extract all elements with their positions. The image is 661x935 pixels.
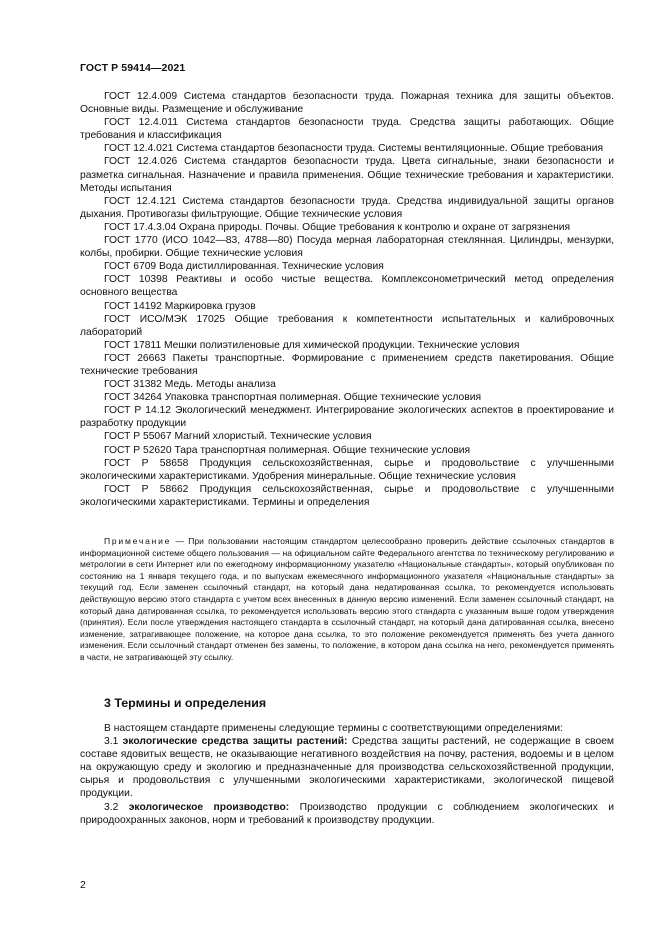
reference-item: ГОСТ ИСО/МЭК 17025 Общие требования к компетентности испытательных и калибровочных лабораторий (80, 313, 614, 338)
note-label: Примечание (104, 536, 172, 546)
term-definition (80, 801, 614, 827)
term-number: 3.1 (104, 736, 123, 748)
reference-item: ГОСТ 34264 Упаковка транспортная полимерная. Общие технические условия (104, 392, 482, 404)
reference-item: ГОСТ 17.4.3.04 Охрана природы. Почвы. Общие требования к контролю и охране от загрязнения (104, 221, 571, 233)
reference-item: ГОСТ Р 55067 Магний хлористый. Технические условия (104, 431, 372, 443)
reference-item: ГОСТ 14192 Маркировка грузов (104, 300, 256, 312)
reference-item: ГОСТ 26663 Пакеты транспортные. Формирование с применением средств пакетирования. Общие технические требования (80, 352, 614, 377)
section-intro: В настоящем стандарте применены следующие термины с соответствующими определениями: (104, 723, 564, 734)
reference-item: ГОСТ Р 58662 Продукция сельскохозяйственная, сырье и продовольствие с улучшенными экологическими характеристиками. Термины и определения (80, 483, 614, 508)
term-number: 3.2 (104, 801, 129, 813)
reference-item: ГОСТ Р 14.12 Экологический менеджмент. Интегрирование экологических аспектов в проектирование и разработку продукции (80, 405, 614, 430)
document-header: ГОСТ Р 59414—2021 (80, 62, 186, 74)
term-name: экологическое производство: (128, 801, 290, 813)
reference-item: ГОСТ 6709 Вода дистиллированная. Технические условия (104, 261, 384, 273)
term-text: Производство продукции с соблюдением экологических и природоохранных законов, норм и требований к производству продукции. (80, 801, 615, 826)
reference-item: ГОСТ Р 52620 Тара транспортная полимерная. Общие технические условия (104, 444, 471, 456)
reference-item: ГОСТ 12.4.026 Система стандартов безопасности труда. Цвета сигнальные, знаки безопасности и разметка сигнальная. Назначение и правила применения. Общие технические требования и характеристики. Методы испытания (80, 156, 614, 194)
term-text: Средства защиты растений, не содержащие в своем составе ядовитых веществ, не оказывающие негативного воздействия на почву, растения, водоемы и в целом на окружающую среду и экологию и предназначенные для производства сельскохозяйственной продукции, сырья и продовольствия с улучшенными экологическими характеристиками, экологической пищевой продукции. (80, 736, 614, 800)
reference-item: ГОСТ 12.4.121 Система стандартов безопасности труда. Средства индивидуальной защиты органов дыхания. Противогазы фильтрующие. Общие технические условия (80, 195, 614, 220)
reference-item: ГОСТ 17811 Мешки полиэтиленовые для химической продукции. Технические условия (104, 339, 520, 351)
section-terms-and-definitions (80, 696, 614, 827)
reference-item: ГОСТ 12.4.009 Система стандартов безопасности труда. Пожарная техника для защиты объектов. Основные виды. Размещение и обслуживание (80, 91, 614, 116)
section-title: 3 Термины и определения (104, 696, 267, 710)
note-text: — При пользовании настоящим стандартом целесообразно проверить действие ссылочных стандартов в информационной системе общего пользования — на официальном сайте Федерального агентства по техническому регулированию и метрологии в сети Интернет или по ежегодному информационному указателю «Национальные стандарты», который опубликован по состоянию на 1 января текущего года, и по выпускам ежемесячного информационного указателя «Национальные стандарты» за текущий год. Если заменен ссылочный стандарт, на который дана недатированная ссылка, то рекомендуется использовать действующую версию этого стандарта с учетом всех внесенных в данную версию изменений. Если заменен ссылочный стандарт, на который дана датированная ссылка, то рекомендуется использовать версию этого стандарта с указанным выше годом утверждения (принятия). Если после утверждения настоящего стандарта в ссылочный стандарт, на который дана датированная ссылка, внесено изменение, затрагивающее положение, на которое дана ссылка, то это положение рекомендуется применять без учета данного изменения. Если ссылочный стандарт отменен без замены, то положение, в котором дана ссылка на него, рекомендуется применять в части, не затрагивающей эту ссылку. (80, 536, 614, 662)
reference-item: ГОСТ 1770 (ИСО 1042—83, 4788—80) Посуда мерная лабораторная стеклянная. Цилиндры, мензурки, колбы, пробирки. Общие технические условия (80, 235, 614, 260)
reference-item: ГОСТ Р 58658 Продукция сельскохозяйственная, сырье и продовольствие с улучшенными экологическими характеристиками. Удобрения минеральные. Общие технические условия (80, 457, 614, 482)
page-number: 2 (80, 879, 86, 891)
reference-item: ГОСТ 12.4.011 Система стандартов безопасности труда. Средства защиты работающих. Общие требования и классификация (80, 117, 614, 142)
references-note (80, 536, 614, 664)
reference-item: ГОСТ 10398 Реактивы и особо чистые вещества. Комплексонометрический метод определения основного вещества (80, 274, 614, 299)
reference-item: ГОСТ 12.4.021 Система стандартов безопасности труда. Системы вентиляционные. Общие требования (104, 143, 604, 155)
term-name: экологические средства защиты растений: (122, 736, 348, 748)
reference-item: ГОСТ 31382 Медь. Методы анализа (104, 379, 276, 391)
normative-references-list (80, 90, 614, 509)
term-definition (80, 735, 614, 800)
